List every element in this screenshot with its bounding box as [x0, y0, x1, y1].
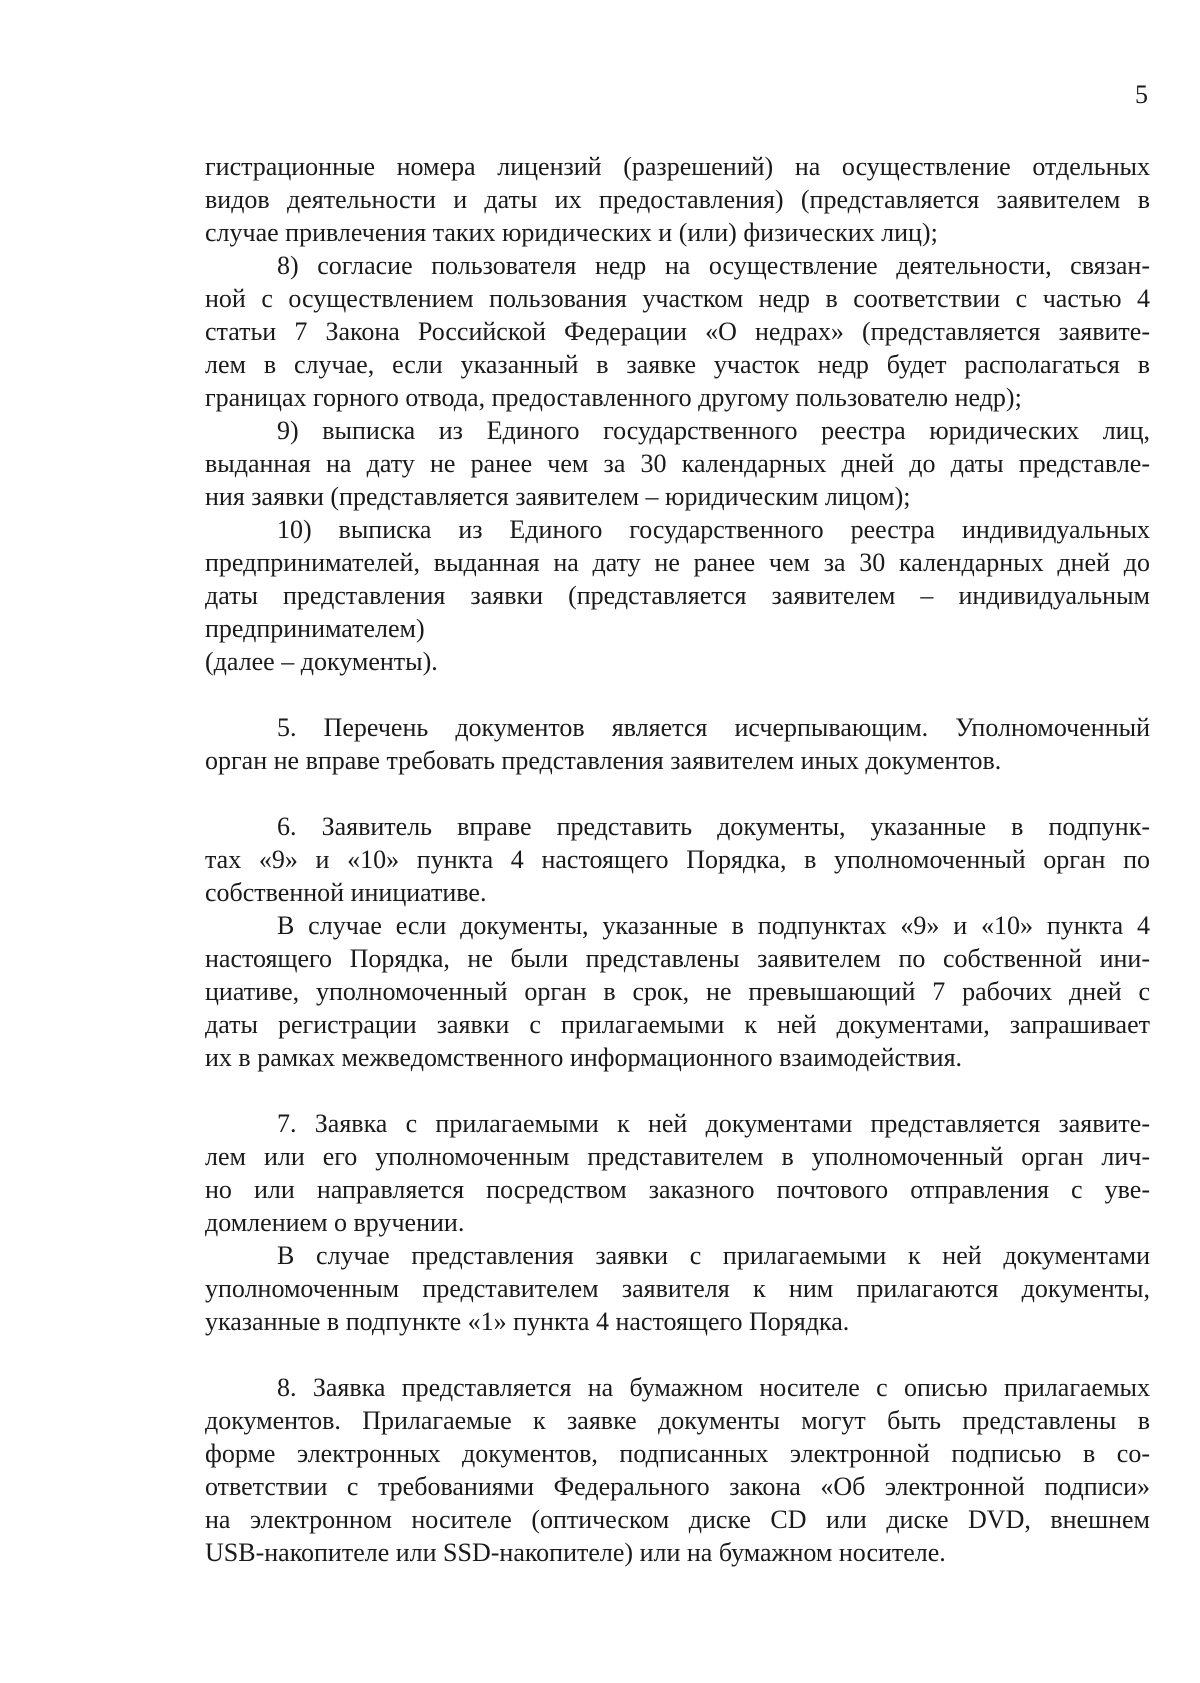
text-line: 10) выписка из Единого государственного реестра индивидуальных [277, 515, 1150, 544]
paragraph-gap [205, 678, 1150, 711]
page-number: 5 [1135, 80, 1148, 109]
text-line: на электронном носителе (оптическом диске CD или диске DVD, внешнем [205, 1505, 1150, 1534]
text-line: статьи 7 Закона Российской Федерации «О недрах» (представляется заявите- [205, 317, 1150, 346]
text-line: тах «9» и «10» пункта 4 настоящего Порядка, в уполномоченный орган по [205, 845, 1150, 874]
text-line: 8) согласие пользователя недр на осуществление деятельности, связан- [277, 251, 1150, 280]
text-line: гистрационные номера лицензий (разрешений) на осуществление отдельных [205, 152, 1150, 181]
text-line: 8. Заявка представляется на бумажном носителе с описью прилагаемых [277, 1373, 1150, 1402]
text-line: форме электронных документов, подписанных электронной подписью в со- [205, 1439, 1150, 1468]
text-line: даты представления заявки (представляется заявителем – индивидуальным [205, 581, 1150, 610]
text-line: настоящего Порядка, не были представлены заявителем по собственной ини- [205, 944, 1150, 973]
text-line: циативе, уполномоченный орган в срок, не превышающий 7 рабочих дней с [205, 977, 1150, 1006]
text-line: лем в случае, если указанный в заявке участок недр будет располагаться в [205, 350, 1150, 379]
text-line: даты регистрации заявки с прилагаемыми к ней документами, запрашивает [205, 1010, 1150, 1039]
paragraph-gap [205, 777, 1150, 810]
text-line: предпринимателей, выданная на дату не ранее чем за 30 календарных дней до [205, 548, 1150, 577]
text-line: границах горного отвода, предоставленного другому пользователю недр); [205, 383, 1022, 412]
text-line: 9) выписка из Единого государственного реестра юридических лиц, [277, 416, 1150, 445]
text-line: но или направляется посредством заказного почтового отправления с уве- [205, 1175, 1150, 1204]
text-line: В случае если документы, указанные в подпунктах «9» и «10» пункта 4 [277, 911, 1150, 940]
paragraph-gap [205, 1338, 1150, 1371]
document-body [205, 150, 1150, 1569]
text-line: собственной инициативе. [205, 878, 487, 907]
text-line: предпринимателем) [205, 614, 425, 643]
text-line: документов. Прилагаемые к заявке документы могут быть представлены в [205, 1406, 1150, 1435]
text-line: домлением о вручении. [205, 1208, 465, 1237]
text-line: В случае представления заявки с прилагаемыми к ней документами [277, 1241, 1150, 1270]
text-line: орган не вправе требовать представления заявителем иных документов. [205, 746, 1002, 775]
text-line: USB-накопителе или SSD-накопителе) или на бумажном носителе. [205, 1538, 946, 1567]
text-line: 5. Перечень документов является исчерпывающим. Уполномоченный [277, 713, 1150, 742]
text-line: ответствии с требованиями Федерального закона «Об электронной подписи» [205, 1472, 1150, 1501]
text-line: выданная на дату не ранее чем за 30 календарных дней до даты представле- [205, 449, 1150, 478]
text-line: видов деятельности и даты их предоставления) (представляется заявителем в [205, 185, 1150, 214]
text-line: 7. Заявка с прилагаемыми к ней документами представляется заявите- [277, 1109, 1150, 1138]
text-line: ной с осуществлением пользования участком недр в соответствии с частью 4 [205, 284, 1150, 313]
text-line: лем или его уполномоченным представителем в уполномоченный орган лич- [205, 1142, 1150, 1171]
text-line: (далее – документы). [205, 647, 438, 676]
text-line: указанные в подпункте «1» пункта 4 настоящего Порядка. [205, 1307, 850, 1336]
text-line: случае привлечения таких юридических и (или) физических лиц); [205, 218, 938, 247]
text-line: уполномоченным представителем заявителя к ним прилагаются документы, [205, 1274, 1150, 1303]
paragraph-gap [205, 1074, 1150, 1107]
text-line: ния заявки (представляется заявителем – юридическим лицом); [205, 482, 911, 511]
text-line: 6. Заявитель вправе представить документы, указанные в подпунк- [277, 812, 1150, 841]
text-line: их в рамках межведомственного информационного взаимодействия. [205, 1043, 963, 1072]
